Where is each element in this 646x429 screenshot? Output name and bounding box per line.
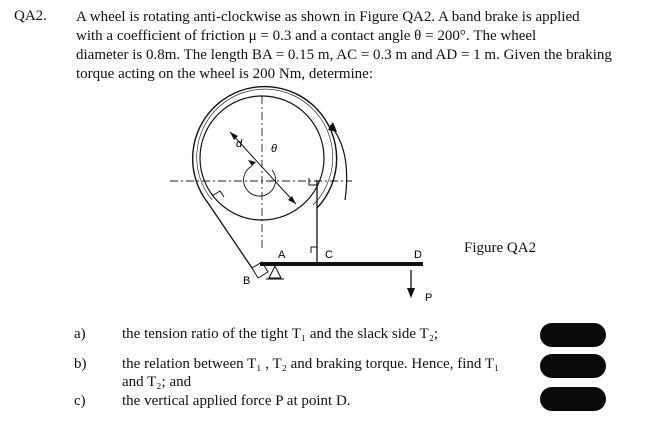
label-theta: θ: [271, 143, 277, 155]
part-text: the vertical applied force P at point D.: [122, 393, 351, 409]
part-text: and T₂; and: [122, 374, 192, 390]
statement-line: diameter is 0.8m. The length BA = 0.15 m, AC = 0.3 m and AD = 1 m. Given the braking: [76, 47, 612, 63]
label-b: B: [243, 275, 251, 287]
brake-lever: [260, 262, 423, 266]
slack-side-band: [208, 203, 252, 268]
label-d-point: D: [414, 249, 422, 261]
label-p: P: [425, 292, 433, 304]
label-a: A: [278, 249, 286, 261]
part-text: the tension ratio of the tight T₁ and the slack side T₂;: [122, 326, 439, 342]
part-label: b): [74, 356, 87, 372]
pivot-support: [269, 266, 281, 278]
statement-line: A wheel is rotating anti-clockwise as shown in Figure QA2. A band brake is applied: [76, 9, 580, 25]
label-c: C: [325, 249, 333, 261]
statement-line: with a coefficient of friction μ = 0.3 and a contact angle θ = 200°. The wheel: [76, 28, 537, 44]
redaction-mark: [540, 354, 606, 378]
part-text: the relation between T₁ , T₂ and braking torque. Hence, find T₁: [122, 356, 500, 372]
question-number: QA2.: [14, 8, 47, 24]
redaction-mark: [540, 323, 606, 347]
redaction-mark: [540, 387, 606, 411]
label-d: d: [236, 138, 243, 150]
part-label: c): [74, 393, 86, 409]
part-label: a): [74, 326, 86, 342]
figure-caption: Figure QA2: [464, 240, 537, 256]
statement-line: torque acting on the wheel is 200 Nm, determine:: [76, 66, 374, 82]
